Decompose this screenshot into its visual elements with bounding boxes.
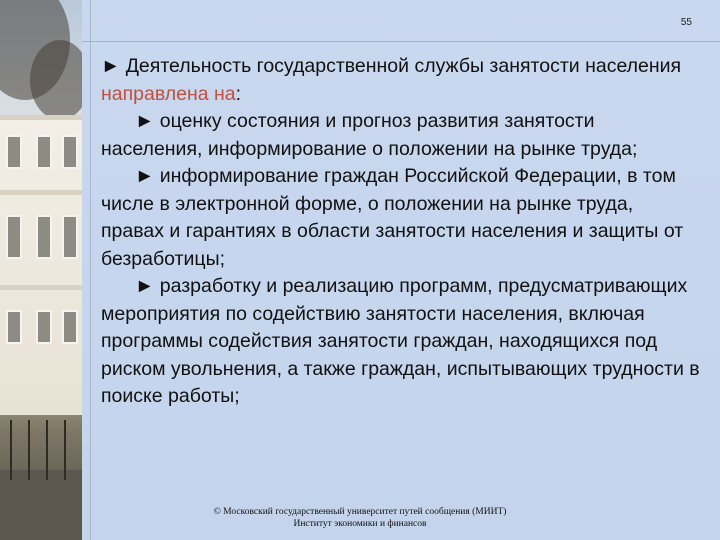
intro-text: ► Деятельность государственной службы занятости населения: [101, 55, 682, 77]
list-item: ► разработку и реализацию программ, предусматривающих мероприятия по содействию занятости населения, включая программы содействия занятости граждан, находящихся под риском увольнения, а также граждан, испытывающих трудности в поиске работы;: [101, 275, 700, 407]
intro-colon: :: [235, 82, 242, 105]
page-number: 55: [680, 17, 692, 28]
intro-accent-text: направлена на: [101, 82, 236, 105]
footer: [170, 506, 550, 530]
header-rule: [82, 41, 720, 42]
intro-paragraph: [101, 53, 701, 108]
footer-copyright: © Московский государственный университет путей сообщения (МИИТ): [213, 507, 507, 517]
list-item: ► оценку состояния и прогноз развития занятости населения, информирование о положении на рынке труда;: [101, 110, 638, 160]
slide-body: [101, 53, 701, 411]
building-photo: [0, 0, 82, 540]
vertical-rule: [90, 0, 91, 540]
footer-institute: Институт экономики и финансов: [293, 519, 427, 529]
list-item: ► информирование граждан Российской Федерации, в том числе в электронной форме, о положении на рынке труда, правах и гарантиях в области занятости населения и защиты от безработицы;: [101, 165, 684, 270]
